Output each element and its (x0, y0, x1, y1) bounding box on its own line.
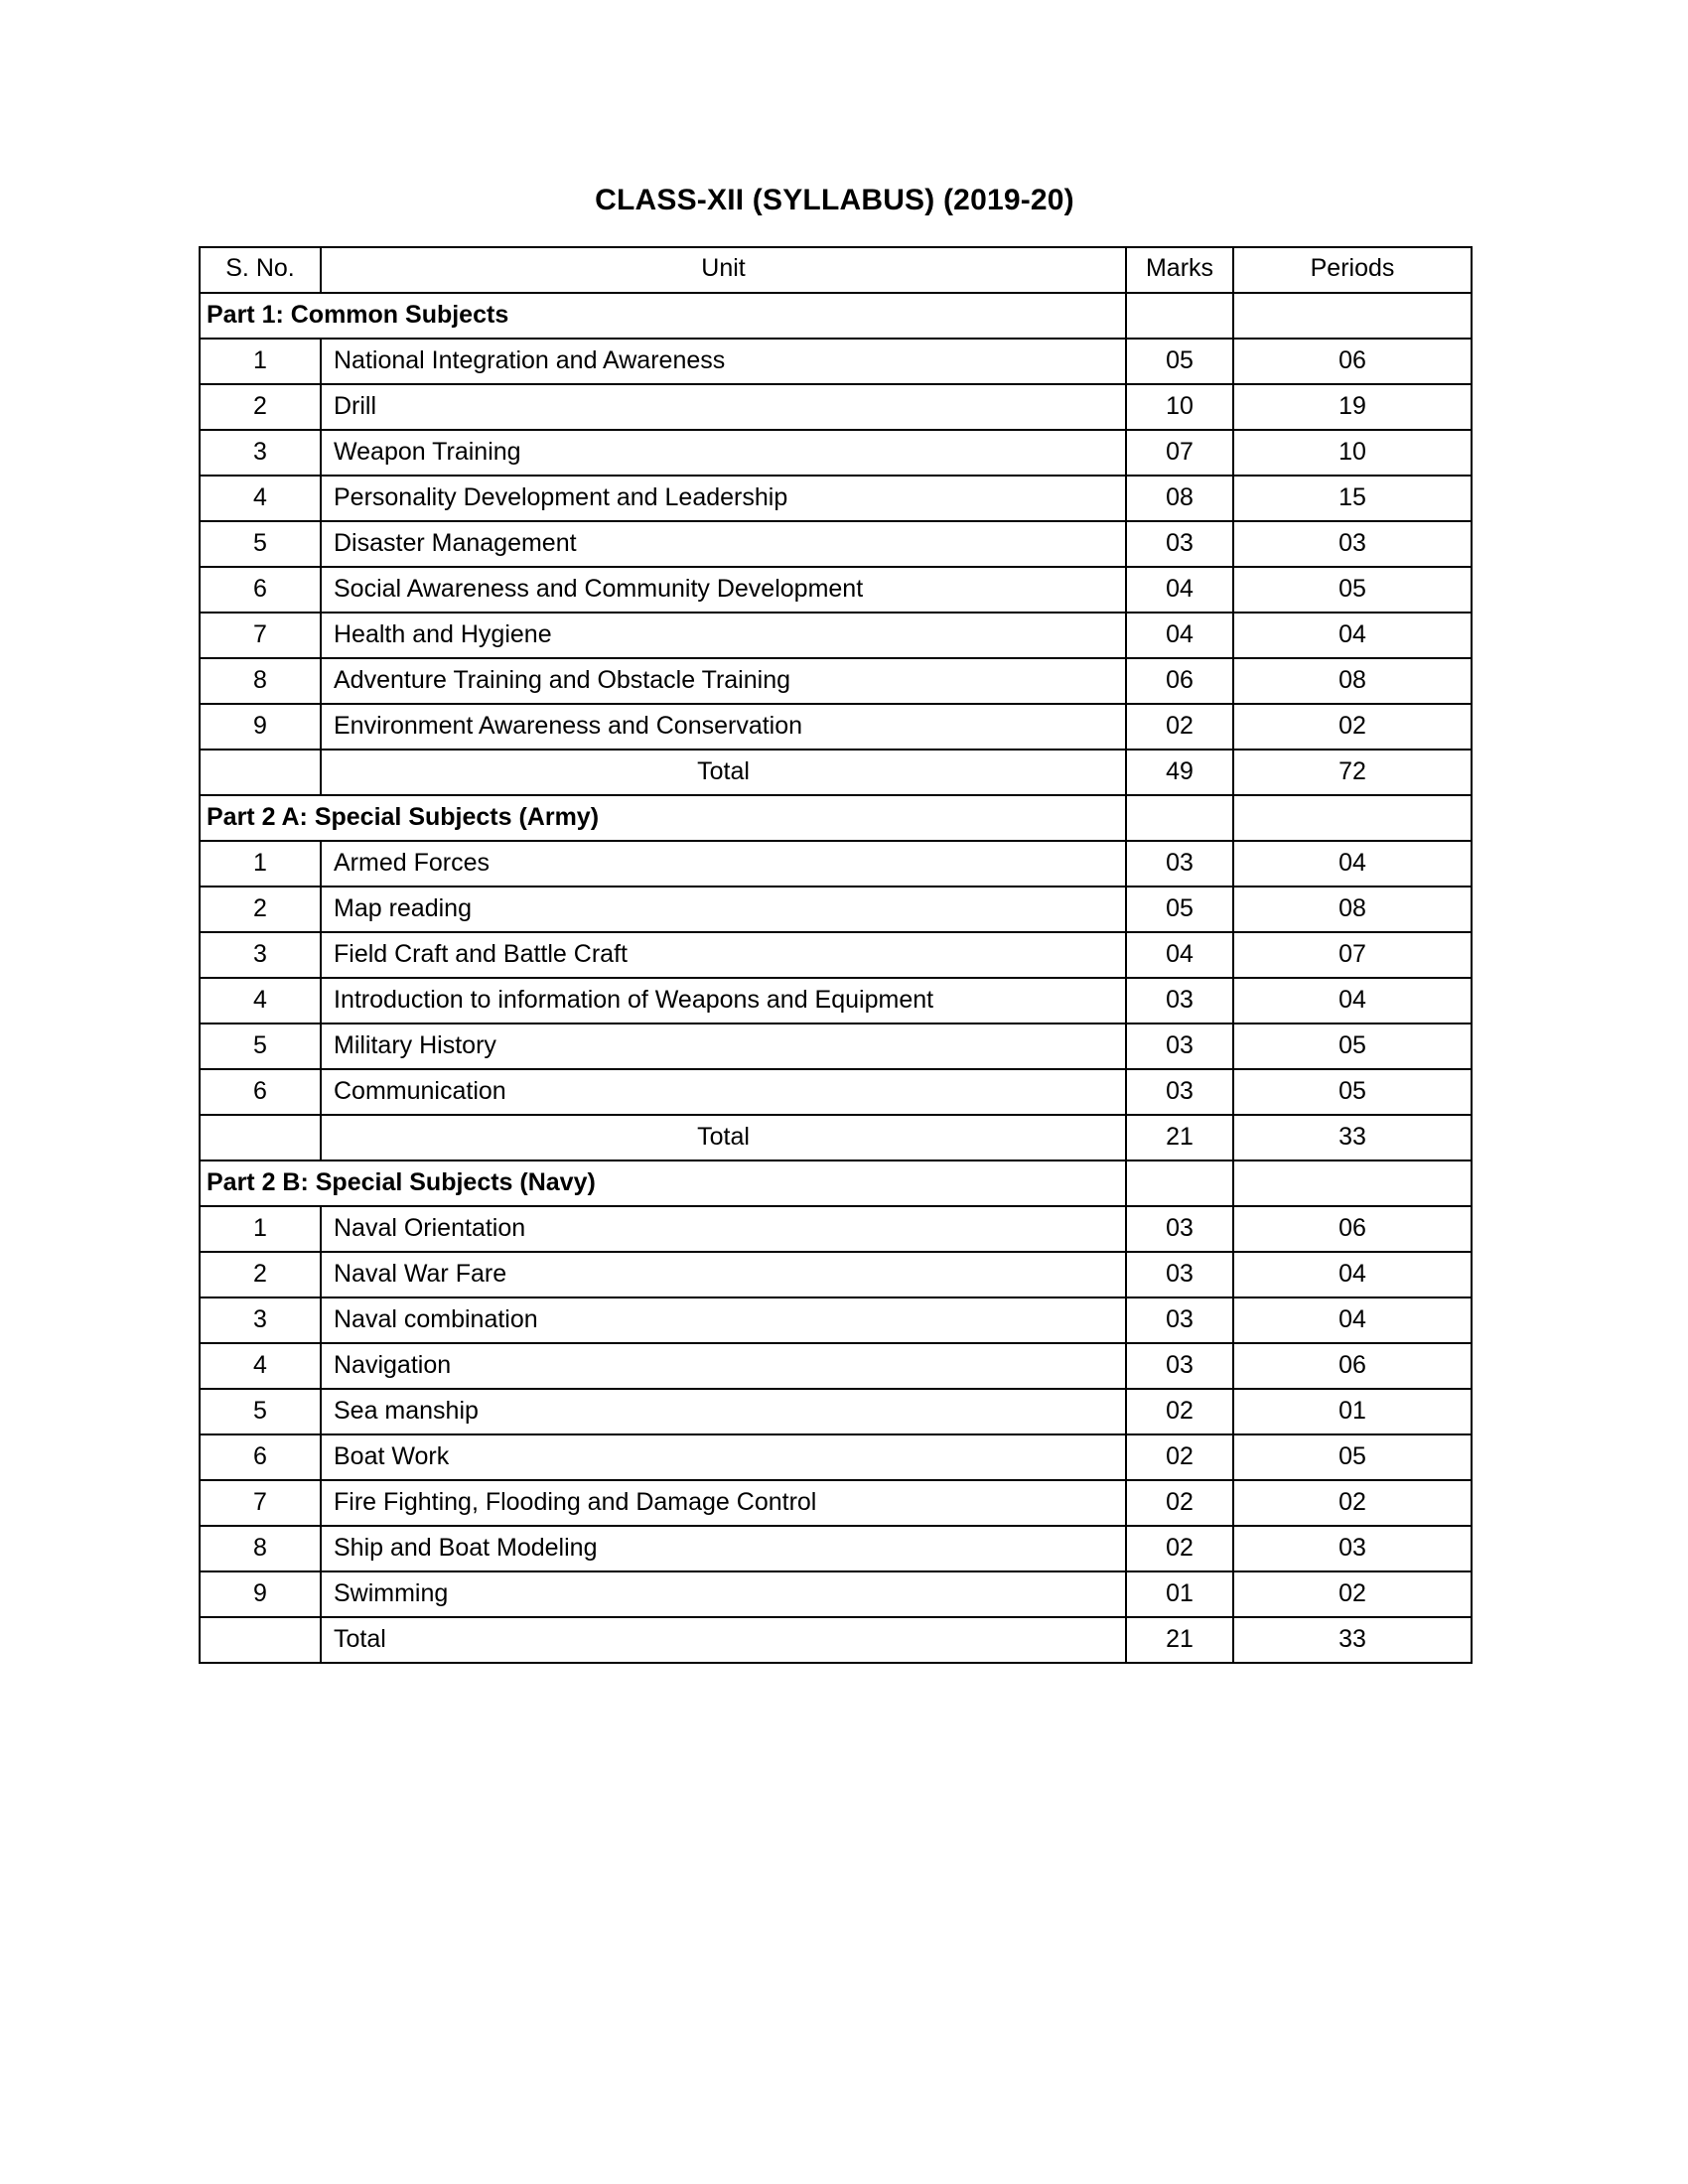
section-heading: Part 2 A: Special Subjects (Army) (200, 795, 1126, 841)
cell-periods: 15 (1233, 476, 1472, 521)
section-heading-marks-cell (1126, 1160, 1233, 1206)
cell-periods: 02 (1233, 704, 1472, 750)
cell-periods: 05 (1233, 1069, 1472, 1115)
cell-sno: 3 (200, 430, 321, 476)
table-row (200, 1297, 1472, 1343)
table-row (200, 613, 1472, 658)
cell-unit: Naval War Fare (321, 1252, 1126, 1297)
cell-unit: National Integration and Awareness (321, 339, 1126, 384)
cell-unit: Health and Hygiene (321, 613, 1126, 658)
cell-unit: Map reading (321, 887, 1126, 932)
column-header-unit: Unit (321, 247, 1126, 293)
cell-periods: 08 (1233, 658, 1472, 704)
table-row (200, 887, 1472, 932)
cell-unit: Military History (321, 1024, 1126, 1069)
section-heading-periods-cell (1233, 293, 1472, 339)
table-row (200, 384, 1472, 430)
cell-periods: 03 (1233, 521, 1472, 567)
cell-sno: 8 (200, 658, 321, 704)
cell-marks: 04 (1126, 613, 1233, 658)
table-row (200, 1526, 1472, 1571)
table-row (200, 1571, 1472, 1617)
total-label: Total (321, 1115, 1126, 1160)
cell-sno: 2 (200, 887, 321, 932)
cell-marks: 05 (1126, 339, 1233, 384)
column-header-marks: Marks (1126, 247, 1233, 293)
cell-periods: 04 (1233, 613, 1472, 658)
table-row (200, 704, 1472, 750)
syllabus-table (199, 246, 1473, 1664)
table-header-row (200, 247, 1472, 293)
table-body (200, 293, 1472, 1663)
cell-unit: Drill (321, 384, 1126, 430)
cell-periods: 05 (1233, 1024, 1472, 1069)
cell-marks: 03 (1126, 521, 1233, 567)
cell-unit: Field Craft and Battle Craft (321, 932, 1126, 978)
cell-sno: 9 (200, 704, 321, 750)
table-row (200, 978, 1472, 1024)
section-total-row (200, 750, 1472, 795)
cell-periods: 08 (1233, 887, 1472, 932)
cell-periods: 06 (1233, 1206, 1472, 1252)
cell-sno: 5 (200, 1024, 321, 1069)
cell-unit: Fire Fighting, Flooding and Damage Control (321, 1480, 1126, 1526)
table-row (200, 1343, 1472, 1389)
cell-marks: 03 (1126, 841, 1233, 887)
total-marks: 49 (1126, 750, 1233, 795)
cell-marks: 03 (1126, 1069, 1233, 1115)
cell-marks: 02 (1126, 1480, 1233, 1526)
table-header (200, 247, 1472, 293)
cell-unit: Environment Awareness and Conservation (321, 704, 1126, 750)
total-sno-cell (200, 1617, 321, 1663)
cell-marks: 10 (1126, 384, 1233, 430)
cell-marks: 03 (1126, 1024, 1233, 1069)
cell-marks: 02 (1126, 1434, 1233, 1480)
cell-sno: 1 (200, 1206, 321, 1252)
cell-unit: Navigation (321, 1343, 1126, 1389)
cell-marks: 03 (1126, 1252, 1233, 1297)
cell-unit: Communication (321, 1069, 1126, 1115)
total-label: Total (321, 1617, 1126, 1663)
cell-sno: 5 (200, 1389, 321, 1434)
table-row (200, 658, 1472, 704)
total-marks: 21 (1126, 1617, 1233, 1663)
cell-periods: 03 (1233, 1526, 1472, 1571)
cell-sno: 3 (200, 932, 321, 978)
total-periods: 33 (1233, 1115, 1472, 1160)
cell-periods: 10 (1233, 430, 1472, 476)
cell-marks: 04 (1126, 567, 1233, 613)
table-row (200, 1252, 1472, 1297)
cell-sno: 6 (200, 1434, 321, 1480)
total-periods: 72 (1233, 750, 1472, 795)
table-row (200, 1024, 1472, 1069)
cell-unit: Disaster Management (321, 521, 1126, 567)
cell-unit: Naval combination (321, 1297, 1126, 1343)
cell-unit: Armed Forces (321, 841, 1126, 887)
table-row (200, 476, 1472, 521)
cell-periods: 19 (1233, 384, 1472, 430)
cell-periods: 04 (1233, 1297, 1472, 1343)
cell-marks: 07 (1126, 430, 1233, 476)
cell-sno: 7 (200, 1480, 321, 1526)
section-heading-marks-cell (1126, 293, 1233, 339)
total-label: Total (321, 750, 1126, 795)
column-header-sno: S. No. (200, 247, 321, 293)
table-row (200, 1069, 1472, 1115)
table-row (200, 521, 1472, 567)
cell-periods: 05 (1233, 567, 1472, 613)
section-heading: Part 2 B: Special Subjects (Navy) (200, 1160, 1126, 1206)
cell-periods: 02 (1233, 1480, 1472, 1526)
cell-sno: 9 (200, 1571, 321, 1617)
cell-sno: 6 (200, 1069, 321, 1115)
table-row (200, 841, 1472, 887)
section-total-row (200, 1617, 1472, 1663)
cell-marks: 03 (1126, 1206, 1233, 1252)
cell-sno: 1 (200, 841, 321, 887)
table-row (200, 1480, 1472, 1526)
cell-sno: 4 (200, 476, 321, 521)
cell-unit: Adventure Training and Obstacle Training (321, 658, 1126, 704)
table-row (200, 430, 1472, 476)
section-heading-periods-cell (1233, 795, 1472, 841)
cell-sno: 7 (200, 613, 321, 658)
cell-marks: 03 (1126, 1297, 1233, 1343)
total-sno-cell (200, 1115, 321, 1160)
total-periods: 33 (1233, 1617, 1472, 1663)
cell-periods: 04 (1233, 1252, 1472, 1297)
cell-sno: 6 (200, 567, 321, 613)
cell-unit: Ship and Boat Modeling (321, 1526, 1126, 1571)
cell-unit: Personality Development and Leadership (321, 476, 1126, 521)
section-heading-marks-cell (1126, 795, 1233, 841)
cell-unit: Boat Work (321, 1434, 1126, 1480)
cell-marks: 05 (1126, 887, 1233, 932)
cell-periods: 04 (1233, 841, 1472, 887)
cell-sno: 2 (200, 384, 321, 430)
cell-sno: 4 (200, 1343, 321, 1389)
section-heading-row (200, 1160, 1472, 1206)
cell-marks: 01 (1126, 1571, 1233, 1617)
section-heading-periods-cell (1233, 1160, 1472, 1206)
cell-periods: 02 (1233, 1571, 1472, 1617)
table-row (200, 567, 1472, 613)
table-row (200, 339, 1472, 384)
cell-unit: Social Awareness and Community Development (321, 567, 1126, 613)
cell-sno: 4 (200, 978, 321, 1024)
cell-unit: Introduction to information of Weapons and Equipment (321, 978, 1126, 1024)
cell-sno: 3 (200, 1297, 321, 1343)
cell-unit: Weapon Training (321, 430, 1126, 476)
total-sno-cell (200, 750, 321, 795)
cell-marks: 02 (1126, 1526, 1233, 1571)
cell-marks: 08 (1126, 476, 1233, 521)
table-row (200, 1434, 1472, 1480)
cell-sno: 8 (200, 1526, 321, 1571)
cell-periods: 07 (1233, 932, 1472, 978)
table-row (200, 932, 1472, 978)
section-total-row (200, 1115, 1472, 1160)
cell-unit: Swimming (321, 1571, 1126, 1617)
cell-periods: 04 (1233, 978, 1472, 1024)
cell-unit: Sea manship (321, 1389, 1126, 1434)
cell-sno: 5 (200, 521, 321, 567)
cell-periods: 06 (1233, 339, 1472, 384)
cell-marks: 03 (1126, 978, 1233, 1024)
section-heading-row (200, 293, 1472, 339)
total-marks: 21 (1126, 1115, 1233, 1160)
table-row (200, 1206, 1472, 1252)
cell-marks: 03 (1126, 1343, 1233, 1389)
table-row (200, 1389, 1472, 1434)
cell-periods: 01 (1233, 1389, 1472, 1434)
cell-periods: 06 (1233, 1343, 1472, 1389)
column-header-periods: Periods (1233, 247, 1472, 293)
cell-marks: 02 (1126, 704, 1233, 750)
cell-periods: 05 (1233, 1434, 1472, 1480)
cell-unit: Naval Orientation (321, 1206, 1126, 1252)
section-heading-row (200, 795, 1472, 841)
cell-sno: 2 (200, 1252, 321, 1297)
page-title: CLASS-XII (SYLLABUS) (2019-20) (595, 184, 1074, 216)
cell-marks: 04 (1126, 932, 1233, 978)
cell-marks: 02 (1126, 1389, 1233, 1434)
section-heading: Part 1: Common Subjects (200, 293, 1126, 339)
cell-sno: 1 (200, 339, 321, 384)
cell-marks: 06 (1126, 658, 1233, 704)
